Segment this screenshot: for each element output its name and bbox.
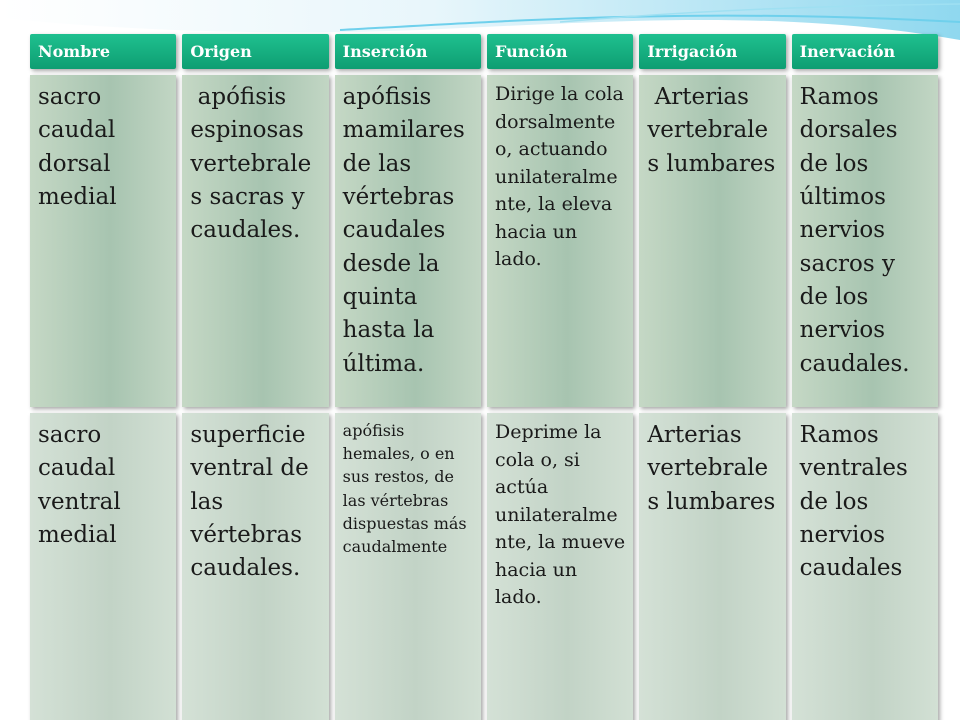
cell-nombre: sacro caudal dorsal medial — [30, 75, 176, 407]
table-row — [30, 413, 938, 720]
cell-irrigacion: Arterias vertebrales lumbares — [639, 75, 785, 407]
cell-insercion: apófisis hemales, o en sus restos, de las vértebras dispuestas más caudalmente — [335, 413, 481, 720]
table-row — [30, 75, 938, 407]
cell-inervacion: Ramos dorsales de los últimos nervios sacros y de los nervios caudales. — [792, 75, 938, 407]
cell-irrigacion: Arterias vertebrales lumbares — [639, 413, 785, 720]
header-insercion: Inserción — [335, 34, 481, 69]
header-nombre: Nombre — [30, 34, 176, 69]
cell-inervacion: Ramos ventrales de los nervios caudales — [792, 413, 938, 720]
cell-insercion: apófisis mamilares de las vértebras caudales desde la quinta hasta la última. — [335, 75, 481, 407]
cell-funcion: Deprime la cola o, si actúa unilateralmente, la mueve hacia un lado. — [487, 413, 633, 720]
header-irrigacion: Irrigación — [639, 34, 785, 69]
cell-funcion: Dirige la cola dorsalmente o, actuando unilateralmente, la eleva hacia un lado. — [487, 75, 633, 407]
header-row — [30, 34, 938, 69]
muscle-table — [24, 28, 944, 720]
cell-nombre: sacro caudal ventral medial — [30, 413, 176, 720]
header-funcion: Función — [487, 34, 633, 69]
header-inervacion: Inervación — [792, 34, 938, 69]
cell-origen: apófisis espinosas vertebrales sacras y caudales. — [182, 75, 328, 407]
header-origen: Origen — [182, 34, 328, 69]
cell-origen: superficie ventral de las vértebras caudales. — [182, 413, 328, 720]
